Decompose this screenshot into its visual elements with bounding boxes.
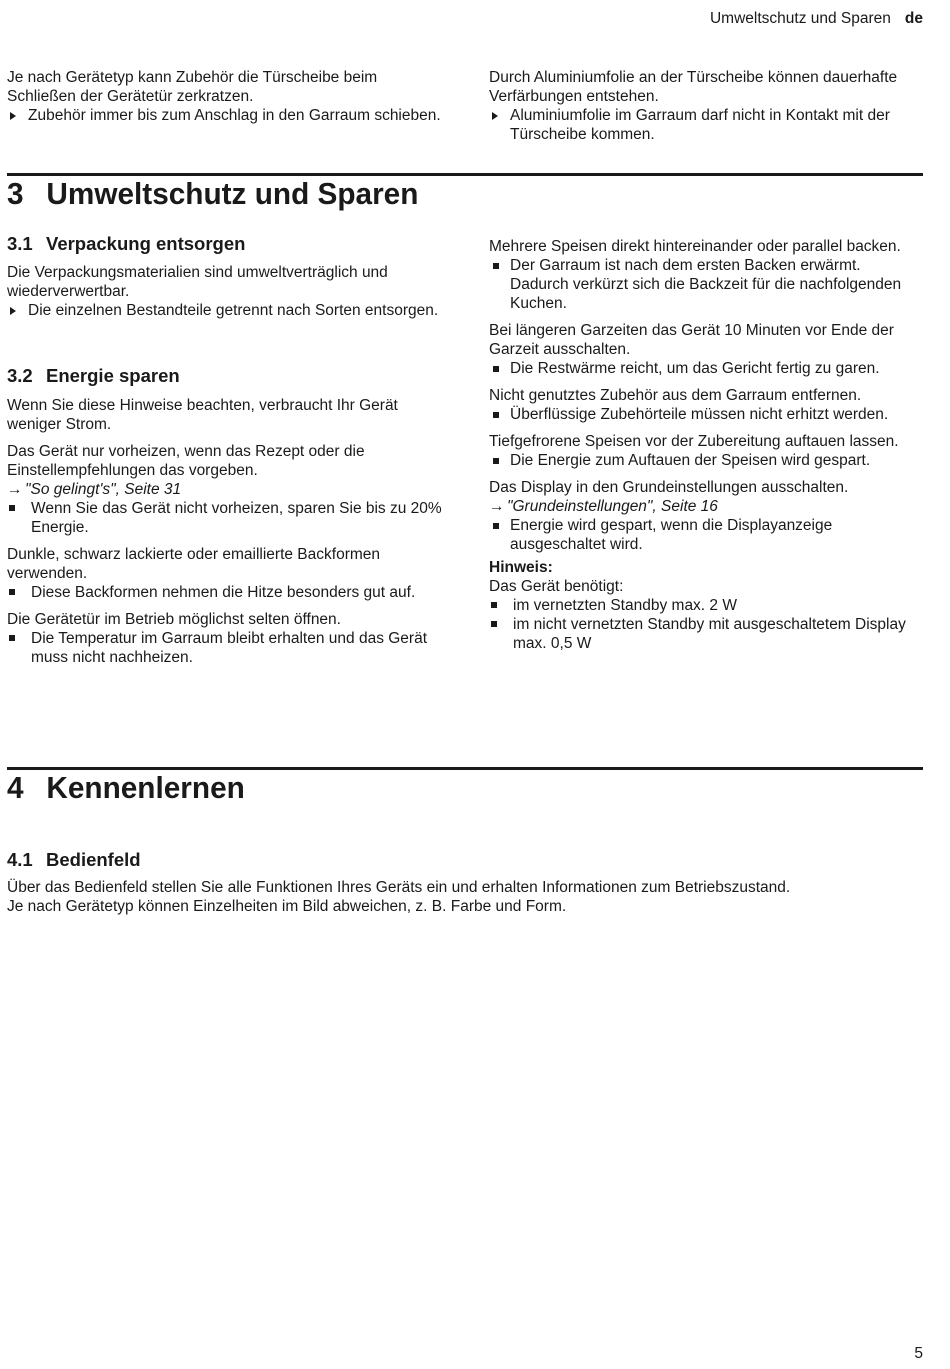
bullet-item: Wenn Sie das Gerät nicht vorheizen, sparen Sie bis zu 20% Energie.	[7, 499, 447, 537]
chapter-heading	[7, 176, 418, 212]
paragraph: Dunkle, schwarz lackierte oder emaillierte Backformen verwenden.	[7, 546, 381, 582]
top-right-block	[489, 68, 919, 144]
bullet-item: Diese Backformen nehmen die Hitze besonders gut auf.	[7, 583, 447, 602]
section-heading	[7, 849, 923, 871]
paragraph: Mehrere Speisen direkt hintereinander oder parallel backen.	[489, 238, 901, 255]
section-title: Energie sparen	[46, 365, 180, 386]
section-title: Bedienfeld	[46, 849, 141, 870]
note-item: im vernetzten Standby max. 2 W	[489, 596, 919, 615]
cross-reference	[489, 497, 919, 516]
paragraph: Das Gerät nur vorheizen, wenn das Rezept oder die Einstellempfehlungen das vorgeben.	[7, 443, 365, 479]
paragraph-line: Über das Bedienfeld stellen Sie alle Funktionen Ihres Geräts ein und erhalten Informationen zum Betriebszustand.	[7, 879, 791, 896]
section-number: 3.1	[7, 233, 33, 254]
top-left-block	[7, 68, 447, 125]
arrow-right-icon: →	[489, 498, 505, 515]
language-code: de	[904, 10, 923, 27]
page-number: 5	[914, 1345, 923, 1362]
section-3-1	[7, 233, 447, 320]
running-title: Umweltschutz und Sparen	[709, 10, 891, 27]
note-intro: Das Gerät benötigt:	[489, 578, 624, 595]
section-number: 4.1	[7, 849, 33, 870]
bullet-item: Die Energie zum Auftauen der Speisen wird gespart.	[489, 451, 919, 470]
section-4-1	[7, 849, 923, 916]
chapter-number: 4	[7, 770, 24, 805]
cross-reference	[7, 480, 447, 499]
bullet-item: Energie wird gespart, wenn die Displayanzeige ausgeschaltet wird.	[489, 516, 919, 554]
paragraph: Je nach Gerätetyp kann Zubehör die Türscheibe beim Schließen der Gerätetür zerkratzen.	[7, 69, 378, 105]
section-title: Verpackung entsorgen	[46, 233, 246, 254]
cross-reference-text: "Grundeinstellungen", Seite 16	[507, 498, 718, 515]
running-header	[710, 10, 923, 28]
chapter-title: Umweltschutz und Sparen	[46, 176, 419, 211]
paragraph: Die Verpackungsmaterialien sind umweltverträglich und wiederverwertbar.	[7, 264, 388, 300]
instruction-step: Die einzelnen Bestandteile getrennt nach Sorten entsorgen.	[7, 301, 447, 320]
bullet-item: Der Garraum ist nach dem ersten Backen erwärmt. Dadurch verkürzt sich die Backzeit für die nachfolgenden Kuchen.	[489, 256, 919, 313]
chapter-number: 3	[7, 176, 24, 211]
note-item: im nicht vernetzten Standby mit ausgeschaltetem Display max. 0,5 W	[489, 615, 919, 653]
paragraph: Durch Aluminiumfolie an der Türscheibe können dauerhafte Verfärbungen entstehen.	[489, 69, 898, 105]
note-label: Hinweis:	[489, 559, 553, 576]
arrow-right-icon: →	[7, 481, 23, 498]
paragraph-line: Je nach Gerätetyp können Einzelheiten im Bild abweichen, z. B. Farbe und Form.	[7, 898, 567, 915]
paragraph: Bei längeren Garzeiten das Gerät 10 Minuten vor Ende der Garzeit ausschalten.	[489, 322, 894, 358]
chapter-heading	[7, 770, 245, 806]
cross-reference-text: "So gelingt's", Seite 31	[25, 481, 182, 498]
bullet-item: Die Restwärme reicht, um das Gericht fertig zu garen.	[489, 359, 919, 378]
section-number: 3.2	[7, 365, 33, 386]
section-heading	[7, 233, 447, 255]
chapter-title: Kennenlernen	[46, 770, 245, 805]
bullet-item: Die Temperatur im Garraum bleibt erhalten und das Gerät muss nicht nachheizen.	[7, 629, 447, 667]
paragraph: Die Gerätetür im Betrieb möglichst selten öffnen.	[7, 611, 341, 628]
section-heading	[7, 365, 447, 387]
paragraph: Tiefgefrorene Speisen vor der Zubereitung auftauen lassen.	[489, 433, 899, 450]
section-3-2	[7, 365, 447, 667]
bullet-item: Überflüssige Zubehörteile müssen nicht erhitzt werden.	[489, 405, 919, 424]
instruction-step: Aluminiumfolie im Garraum darf nicht in Kontakt mit der Türscheibe kommen.	[489, 106, 919, 144]
instruction-step: Zubehör immer bis zum Anschlag in den Garraum schieben.	[7, 106, 447, 125]
paragraph: Wenn Sie diese Hinweise beachten, verbraucht Ihr Gerät weniger Strom.	[7, 397, 398, 433]
paragraph: Das Display in den Grundeinstellungen ausschalten.	[489, 479, 849, 496]
paragraph: Nicht genutztes Zubehör aus dem Garraum entfernen.	[489, 387, 862, 404]
section-3-2-continued	[489, 237, 919, 653]
